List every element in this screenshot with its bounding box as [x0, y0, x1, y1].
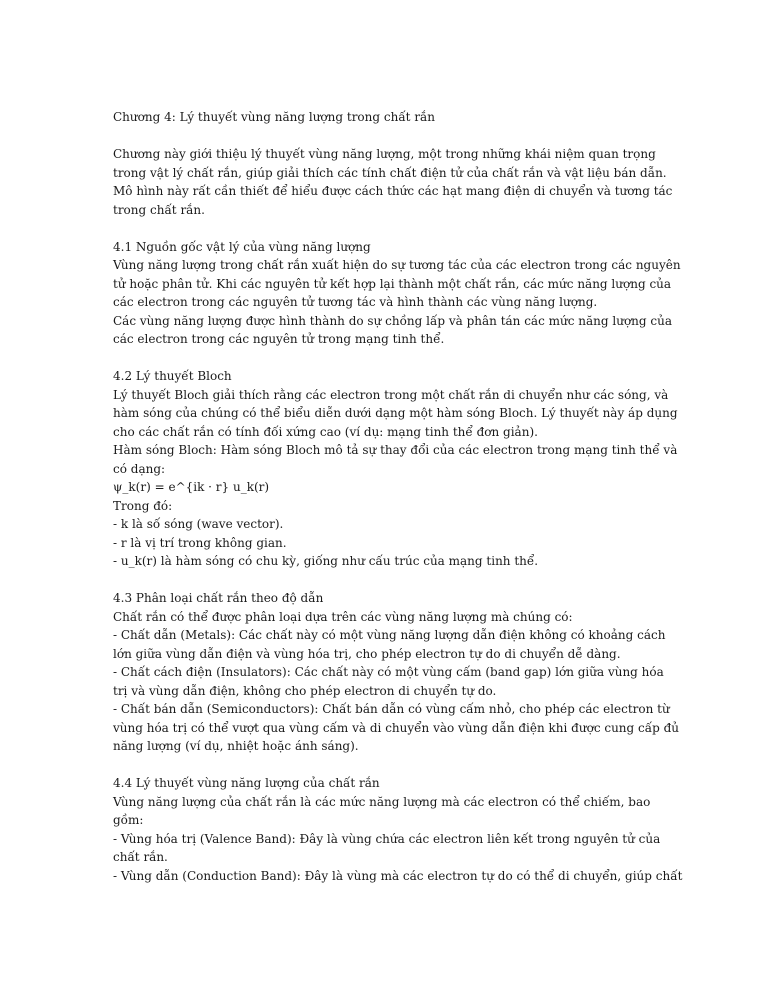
- document-body: [113, 108, 683, 885]
- section-4-3: [113, 589, 680, 756]
- section-4-1: [113, 238, 681, 349]
- list-item: - Chất bán dẫn (Semiconductors): Chất bán dẫn có vùng cấm nhỏ, cho phép các electron từ: [113, 702, 670, 716]
- section-4-4: [113, 774, 683, 885]
- intro-paragraph: [113, 145, 673, 219]
- list-item: - Chất cách điện (Insulators): Các chất này có một vùng cấm (band gap) lớn giữa vùng hóa: [113, 665, 664, 679]
- text-line: Chất rắn có thể được phân loại dựa trên các vùng năng lượng mà chúng có:: [113, 609, 573, 624]
- list-item: - Chất dẫn (Metals): Các chất này có một vùng năng lượng dẫn điện không có khoảng cách: [113, 628, 666, 642]
- list-item: - u_k(r) là hàm sóng có chu kỳ, giống như cấu trúc của mạng tinh thể.: [113, 554, 539, 568]
- section-heading: 4.2 Lý thuyết Bloch: [113, 369, 232, 383]
- section-heading: 4.1 Nguồn gốc vật lý của vùng năng lượng: [113, 239, 371, 254]
- text-line: Hàm sóng Bloch: Hàm sóng Bloch mô tả sự thay đổi của các electron trong mạng tinh thể và: [113, 443, 678, 457]
- text-line: Mô hình này rất cần thiết để hiểu được cách thức các hạt mang điện di chuyển và tương tác: [113, 184, 673, 198]
- text-line: Các vùng năng lượng được hình thành do sự chồng lấp và phân tán các mức năng lượng của: [113, 313, 672, 328]
- text-line: tử hoặc phân tử. Khi các nguyên tử kết hợp lại thành một chất rắn, các mức năng lượng của: [113, 276, 672, 291]
- text-line: các electron trong các nguyên tử tương tác và hình thành các vùng năng lượng.: [113, 295, 598, 309]
- text-line: Vùng năng lượng trong chất rắn xuất hiện do sự tương tác của các electron trong các nguyên: [113, 258, 681, 272]
- text-line: cho các chất rắn có tính đối xứng cao (ví dụ: mạng tinh thể đơn giản).: [113, 424, 538, 439]
- list-item: - Vùng hóa trị (Valence Band): Đây là vùng chứa các electron liên kết trong nguyên tử của: [113, 831, 661, 846]
- text-line: trong vật lý chất rắn, giúp giải thích các tính chất điện tử của chất rắn và vật liệu bán dẫn.: [113, 165, 667, 180]
- list-item: - r là vị trí trong không gian.: [113, 535, 287, 550]
- section-4-2: [113, 367, 678, 571]
- spacer: [113, 756, 673, 775]
- text-line: trong chất rắn.: [113, 202, 205, 217]
- text-line: Chương này giới thiệu lý thuyết vùng năng lượng, một trong những khái niệm quan trọng: [113, 147, 656, 161]
- spacer: [113, 571, 673, 590]
- text-line: Lý thuyết Bloch giải thích rằng các electron trong một chất rắn di chuyển như các sóng, và: [113, 387, 669, 402]
- spacer: [113, 127, 673, 146]
- text-line: năng lượng (ví dụ, nhiệt hoặc ánh sáng).: [113, 739, 359, 753]
- section-heading: 4.3 Phân loại chất rắn theo độ dẫn: [113, 591, 324, 605]
- text-line: vùng hóa trị có thể vượt qua vùng cấm và di chuyển vào vùng dẫn điện khi được cung cấp đủ: [113, 720, 680, 735]
- text-line: Trong đó:: [113, 498, 173, 513]
- text-line: gồm:: [113, 813, 144, 827]
- chapter-title: Chương 4: Lý thuyết vùng năng lượng trong chất rắn: [113, 110, 435, 124]
- text-line: Vùng năng lượng của chất rắn là các mức năng lượng mà các electron có thể chiếm, bao: [113, 794, 651, 809]
- text-line: chất rắn.: [113, 850, 168, 864]
- section-heading: 4.4 Lý thuyết vùng năng lượng của chất rắn: [113, 776, 380, 790]
- spacer: [113, 219, 673, 238]
- list-item: - k là số sóng (wave vector).: [113, 517, 284, 531]
- text-line: các electron trong các nguyên tử trong mạng tinh thể.: [113, 332, 445, 346]
- formula-line: ψ_k(r) = e^{ik · r} u_k(r): [113, 480, 270, 494]
- text-line: lớn giữa vùng dẫn điện và vùng hóa trị, cho phép electron tự do di chuyển dễ dàng.: [113, 646, 621, 661]
- text-line: hàm sóng của chúng có thể biểu diễn dưới dạng một hàm sóng Bloch. Lý thuyết này áp dụng: [113, 406, 678, 420]
- spacer: [113, 349, 673, 368]
- text-line: trị và vùng dẫn điện, không cho phép electron di chuyển tự do.: [113, 683, 497, 698]
- list-item: - Vùng dẫn (Conduction Band): Đây là vùng mà các electron tự do có thể di chuyển, giúp chất: [113, 868, 683, 883]
- text-line: có dạng:: [113, 461, 166, 476]
